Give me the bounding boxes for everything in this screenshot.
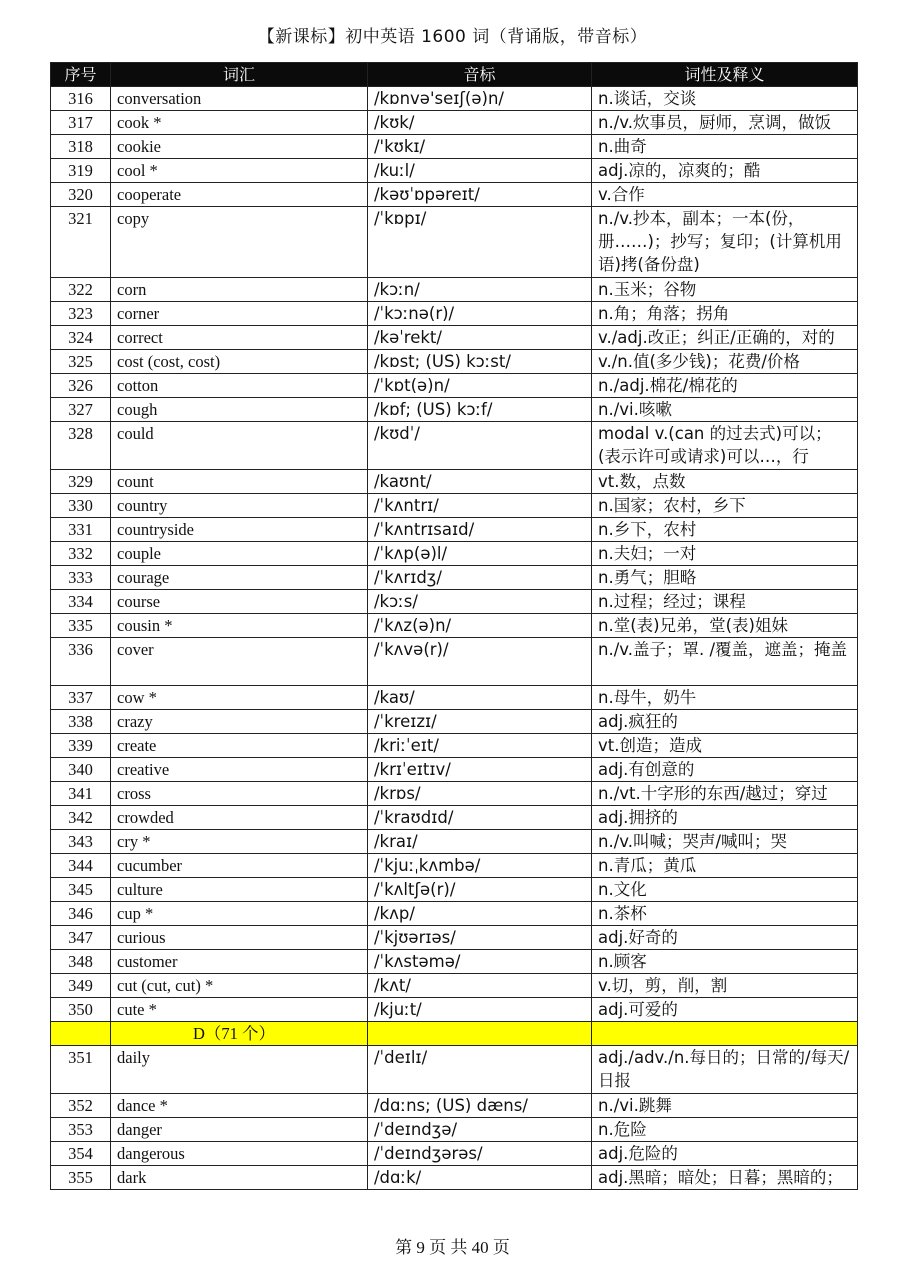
row-definition: adj.好奇的 <box>592 926 858 950</box>
row-number: 320 <box>51 183 111 207</box>
row-definition: n.角；角落；拐角 <box>592 302 858 326</box>
row-definition: n.文化 <box>592 878 858 902</box>
row-phonetic: /ˈkreɪzɪ/ <box>368 710 592 734</box>
row-definition: n./v.叫喊；哭声/喊叫；哭 <box>592 830 858 854</box>
row-word: cousin * <box>111 614 368 638</box>
table-row <box>51 950 858 974</box>
row-word: cover <box>111 638 368 686</box>
row-definition: v./adj.改正；纠正/正确的，对的 <box>592 326 858 350</box>
header-phonetic: 音标 <box>368 63 592 87</box>
table-row <box>51 878 858 902</box>
row-phonetic: /kɔːn/ <box>368 278 592 302</box>
row-word: could <box>111 422 368 470</box>
row-definition: v.切，剪，削，割 <box>592 974 858 998</box>
row-number: 355 <box>51 1166 111 1190</box>
row-word: conversation <box>111 87 368 111</box>
row-definition: adj.疯狂的 <box>592 710 858 734</box>
row-number: 334 <box>51 590 111 614</box>
row-phonetic: /kʌp/ <box>368 902 592 926</box>
row-definition: adj.有创意的 <box>592 758 858 782</box>
row-word: dark <box>111 1166 368 1190</box>
row-definition: n.母牛，奶牛 <box>592 686 858 710</box>
row-phonetic: /ˈdeɪndʒə/ <box>368 1118 592 1142</box>
table-row <box>51 87 858 111</box>
row-phonetic: /ˈkraʊdɪd/ <box>368 806 592 830</box>
row-word: danger <box>111 1118 368 1142</box>
table-row <box>51 111 858 135</box>
row-number: 316 <box>51 87 111 111</box>
header-word: 词汇 <box>111 63 368 87</box>
row-number: 337 <box>51 686 111 710</box>
row-word: cucumber <box>111 854 368 878</box>
row-number: 351 <box>51 1046 111 1094</box>
row-number: 330 <box>51 494 111 518</box>
row-phonetic: /kɒf; (US) kɔːf/ <box>368 398 592 422</box>
table-row <box>51 1094 858 1118</box>
row-definition: v.合作 <box>592 183 858 207</box>
row-word: cup * <box>111 902 368 926</box>
row-definition <box>592 1022 858 1046</box>
row-number: 321 <box>51 207 111 278</box>
table-row <box>51 710 858 734</box>
row-phonetic: /ˈkʌvə(r)/ <box>368 638 592 686</box>
row-definition: n.青瓜；黄瓜 <box>592 854 858 878</box>
table-row <box>51 470 858 494</box>
row-number: 349 <box>51 974 111 998</box>
table-row <box>51 1166 858 1190</box>
row-word: cow * <box>111 686 368 710</box>
row-number: 350 <box>51 998 111 1022</box>
row-definition: n./vi.跳舞 <box>592 1094 858 1118</box>
row-word: creative <box>111 758 368 782</box>
row-phonetic: /kʊk/ <box>368 111 592 135</box>
row-word: dance * <box>111 1094 368 1118</box>
row-phonetic: /ˈdeɪndʒərəs/ <box>368 1142 592 1166</box>
table-row <box>51 590 858 614</box>
table-row <box>51 494 858 518</box>
row-number: 348 <box>51 950 111 974</box>
row-word: course <box>111 590 368 614</box>
row-word: customer <box>111 950 368 974</box>
table-row <box>51 974 858 998</box>
table-row <box>51 614 858 638</box>
table-row <box>51 998 858 1022</box>
table-row <box>51 159 858 183</box>
row-number: 343 <box>51 830 111 854</box>
row-number: 331 <box>51 518 111 542</box>
row-number: 327 <box>51 398 111 422</box>
table-row <box>51 1118 858 1142</box>
row-definition: n./v.抄本，副本；一本(份，册……)；抄写；复印；(计算机用语)拷(备份盘) <box>592 207 858 278</box>
row-number: 342 <box>51 806 111 830</box>
row-phonetic: /kɒnvə'seɪʃ(ə)n/ <box>368 87 592 111</box>
row-definition: n./v.炊事员，厨师，烹调，做饭 <box>592 111 858 135</box>
table-row <box>51 782 858 806</box>
table-row <box>51 686 858 710</box>
row-number: 340 <box>51 758 111 782</box>
row-definition: vt.数，点数 <box>592 470 858 494</box>
row-definition: n.过程；经过；课程 <box>592 590 858 614</box>
table-row <box>51 854 858 878</box>
row-word: cry * <box>111 830 368 854</box>
row-phonetic: /dɑːk/ <box>368 1166 592 1190</box>
row-number: 352 <box>51 1094 111 1118</box>
table-row <box>51 183 858 207</box>
row-phonetic: /'kʊkɪ/ <box>368 135 592 159</box>
row-phonetic: /ˈkjuːˌkʌmbə/ <box>368 854 592 878</box>
row-definition: n./vt.十字形的东西/越过；穿过 <box>592 782 858 806</box>
row-word: cooperate <box>111 183 368 207</box>
table-row <box>51 806 858 830</box>
row-word: cough <box>111 398 368 422</box>
row-definition: n./vi.咳嗽 <box>592 398 858 422</box>
row-definition: n.曲奇 <box>592 135 858 159</box>
row-phonetic: /dɑːns; (US) dæns/ <box>368 1094 592 1118</box>
row-word: cut (cut, cut) * <box>111 974 368 998</box>
row-word: crazy <box>111 710 368 734</box>
row-definition: n.堂(表)兄弟，堂(表)姐妹 <box>592 614 858 638</box>
row-definition: n.顾客 <box>592 950 858 974</box>
row-number: 333 <box>51 566 111 590</box>
row-definition: n.危险 <box>592 1118 858 1142</box>
row-number: 338 <box>51 710 111 734</box>
row-number: 346 <box>51 902 111 926</box>
row-word: culture <box>111 878 368 902</box>
row-word: cross <box>111 782 368 806</box>
row-definition: adj.黑暗；暗处；日暮；黑暗的； <box>592 1166 858 1190</box>
row-phonetic: /krɪˈeɪtɪv/ <box>368 758 592 782</box>
row-number: 324 <box>51 326 111 350</box>
row-phonetic: /ˈkɒt(ə)n/ <box>368 374 592 398</box>
table-row <box>51 374 858 398</box>
row-number: 344 <box>51 854 111 878</box>
table-row <box>51 902 858 926</box>
row-word: curious <box>111 926 368 950</box>
row-word: cost (cost, cost) <box>111 350 368 374</box>
row-phonetic: /ˈdeɪlɪ/ <box>368 1046 592 1094</box>
table-row <box>51 830 858 854</box>
row-word: courage <box>111 566 368 590</box>
row-number: 332 <box>51 542 111 566</box>
row-phonetic: /kəʊˈɒpəreɪt/ <box>368 183 592 207</box>
row-phonetic: /kuːl/ <box>368 159 592 183</box>
row-word: corn <box>111 278 368 302</box>
row-phonetic: /ˈkʌntrɪsaɪd/ <box>368 518 592 542</box>
row-definition: n./v.盖子；罩. /覆盖，遮盖；掩盖 <box>592 638 858 686</box>
row-word: cool * <box>111 159 368 183</box>
row-phonetic: /kriːˈeɪt/ <box>368 734 592 758</box>
row-number: 341 <box>51 782 111 806</box>
row-number: 317 <box>51 111 111 135</box>
section-row <box>51 1022 858 1046</box>
table-row <box>51 326 858 350</box>
row-word: count <box>111 470 368 494</box>
table-row <box>51 398 858 422</box>
table-row <box>51 1142 858 1166</box>
table-row <box>51 758 858 782</box>
row-definition: v./n.值(多少钱)；花费/价格 <box>592 350 858 374</box>
table-row <box>51 135 858 159</box>
row-phonetic: /ˈkjʊərɪəs/ <box>368 926 592 950</box>
row-phonetic: /kəˈrekt/ <box>368 326 592 350</box>
row-number: 322 <box>51 278 111 302</box>
row-number: 323 <box>51 302 111 326</box>
row-definition: vt.创造；造成 <box>592 734 858 758</box>
row-definition: n.乡下，农村 <box>592 518 858 542</box>
row-phonetic: /kjuːt/ <box>368 998 592 1022</box>
row-phonetic: /ˈkʌstəmə/ <box>368 950 592 974</box>
row-number <box>51 1022 111 1046</box>
row-word: cookie <box>111 135 368 159</box>
row-phonetic: /ˈkʌrɪdʒ/ <box>368 566 592 590</box>
row-definition: n.玉米；谷物 <box>592 278 858 302</box>
row-number: 335 <box>51 614 111 638</box>
row-definition: adj.危险的 <box>592 1142 858 1166</box>
table-row <box>51 302 858 326</box>
row-word: cotton <box>111 374 368 398</box>
row-word: countryside <box>111 518 368 542</box>
row-definition: adj.可爱的 <box>592 998 858 1022</box>
row-phonetic: /ˈkʌp(ə)l/ <box>368 542 592 566</box>
table-row <box>51 350 858 374</box>
row-word: copy <box>111 207 368 278</box>
row-word: dangerous <box>111 1142 368 1166</box>
row-phonetic: /ˈkɔːnə(r)/ <box>368 302 592 326</box>
row-phonetic: /kɔːs/ <box>368 590 592 614</box>
row-phonetic: /ˈkʌz(ə)n/ <box>368 614 592 638</box>
table-row <box>51 422 858 470</box>
row-word: cook * <box>111 111 368 135</box>
row-word: country <box>111 494 368 518</box>
table-row <box>51 278 858 302</box>
header-definition: 词性及释义 <box>592 63 858 87</box>
row-phonetic <box>368 1022 592 1046</box>
table-row <box>51 518 858 542</box>
row-number: 326 <box>51 374 111 398</box>
vocabulary-table <box>50 62 858 1190</box>
table-row <box>51 207 858 278</box>
row-definition: adj.凉的，凉爽的；酷 <box>592 159 858 183</box>
row-word: crowded <box>111 806 368 830</box>
header-number: 序号 <box>51 63 111 87</box>
row-word: corner <box>111 302 368 326</box>
page-footer: 第 9 页 共 40 页 <box>395 1238 510 1257</box>
row-number: 347 <box>51 926 111 950</box>
row-definition: modal v.(can 的过去式)可以；(表示许可或请求)可以…，行 <box>592 422 858 470</box>
row-definition: n.勇气；胆略 <box>592 566 858 590</box>
row-number: 325 <box>51 350 111 374</box>
row-number: 336 <box>51 638 111 686</box>
row-word: daily <box>111 1046 368 1094</box>
row-definition: n.国家；农村，乡下 <box>592 494 858 518</box>
row-phonetic: /kʊdˈ/ <box>368 422 592 470</box>
row-word: correct <box>111 326 368 350</box>
row-definition: n./adj.棉花/棉花的 <box>592 374 858 398</box>
row-number: 354 <box>51 1142 111 1166</box>
row-phonetic: /ˈkɒpɪ/ <box>368 207 592 278</box>
row-definition: adj.拥挤的 <box>592 806 858 830</box>
section-label: D（71 个） <box>111 1022 368 1046</box>
row-number: 329 <box>51 470 111 494</box>
row-definition: n.谈话，交谈 <box>592 87 858 111</box>
table-row <box>51 926 858 950</box>
row-phonetic: /krɒs/ <box>368 782 592 806</box>
table-row <box>51 542 858 566</box>
row-number: 318 <box>51 135 111 159</box>
page-title: 【新课标】初中英语 1600 词（背诵版，带音标） <box>257 27 648 47</box>
row-phonetic: /kaʊ/ <box>368 686 592 710</box>
table-row <box>51 734 858 758</box>
row-number: 319 <box>51 159 111 183</box>
row-phonetic: /kɒst; (US) kɔːst/ <box>368 350 592 374</box>
row-number: 345 <box>51 878 111 902</box>
table-row <box>51 1046 858 1094</box>
row-phonetic: /ˈkʌltʃə(r)/ <box>368 878 592 902</box>
row-phonetic: /kaʊnt/ <box>368 470 592 494</box>
row-number: 328 <box>51 422 111 470</box>
row-definition: n.夫妇；一对 <box>592 542 858 566</box>
row-definition: n.茶杯 <box>592 902 858 926</box>
row-word: cute * <box>111 998 368 1022</box>
row-number: 339 <box>51 734 111 758</box>
row-word: create <box>111 734 368 758</box>
row-phonetic: /ˈkʌntrɪ/ <box>368 494 592 518</box>
table-header-row <box>51 63 858 87</box>
row-definition: adj./adv./n.每日的；日常的/每天/日报 <box>592 1046 858 1094</box>
row-phonetic: /kʌt/ <box>368 974 592 998</box>
row-word: couple <box>111 542 368 566</box>
table-row <box>51 566 858 590</box>
row-number: 353 <box>51 1118 111 1142</box>
table-row <box>51 638 858 686</box>
row-phonetic: /kraɪ/ <box>368 830 592 854</box>
